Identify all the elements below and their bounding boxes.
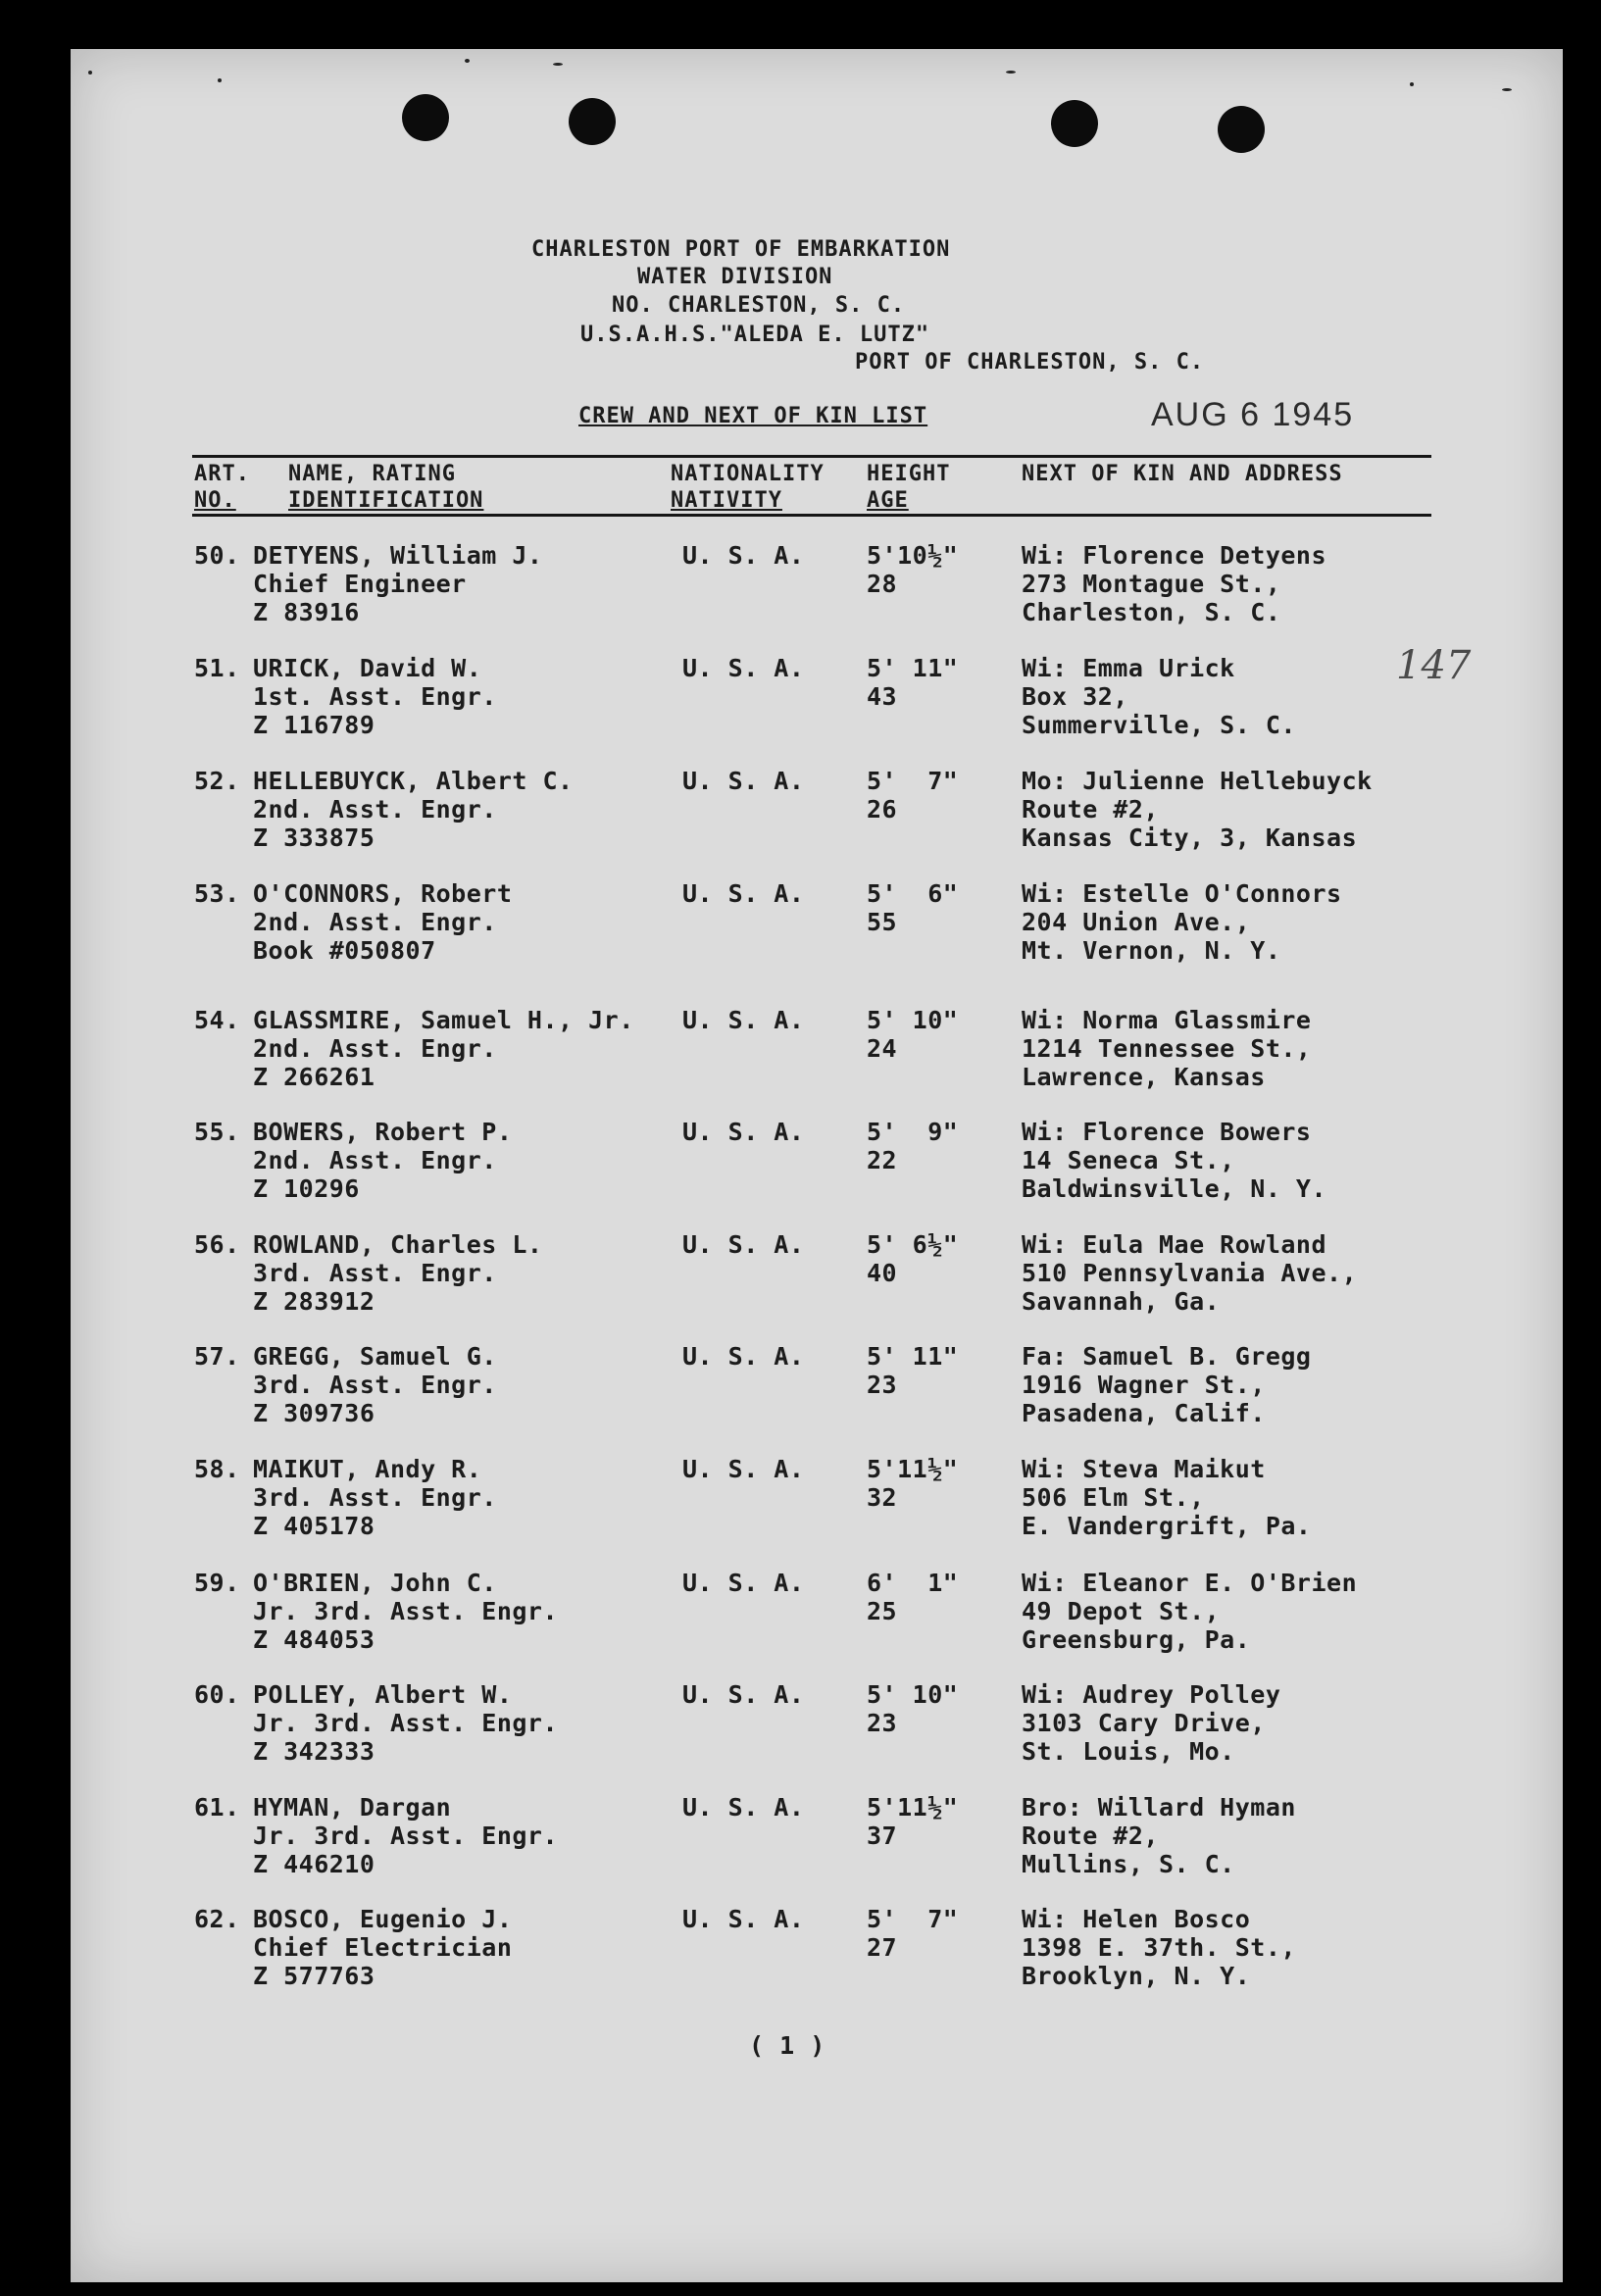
entry-age: 23 [867,1371,898,1399]
col-name-2: IDENTIFICATION [288,488,484,513]
entry-rating: Chief Engineer [253,570,467,598]
speck [465,59,470,63]
entry-rating: Chief Electrician [253,1933,513,1962]
entry-nationality: U. S. A. [682,879,805,908]
col-name-1: NAME, RATING [288,462,456,486]
entry-identification: Z 83916 [253,598,360,626]
header-line-4: U.S.A.H.S."ALEDA E. LUTZ" [580,323,930,347]
entry-nationality: U. S. A. [682,1569,805,1597]
entry-age: 32 [867,1483,898,1512]
entry-next-of-kin: Fa: Samuel B. Gregg [1022,1342,1312,1371]
entry-rating: 1st. Asst. Engr. [253,682,497,711]
entry-address-line-1: 1398 E. 37th. St., [1022,1933,1296,1962]
entry-address-line-2: Baldwinsville, N. Y. [1022,1174,1327,1203]
speck [88,71,92,75]
entry-address-line-2: Mt. Vernon, N. Y. [1022,936,1281,965]
entry-identification: Z 283912 [253,1287,375,1316]
header-line-1: CHARLESTON PORT OF EMBARKATION [531,237,951,262]
entry-number: 56. [194,1230,240,1259]
entry-age: 26 [867,795,898,824]
entry-rating: 3rd. Asst. Engr. [253,1371,497,1399]
entry-number: 57. [194,1342,240,1371]
entry-rating: 3rd. Asst. Engr. [253,1483,497,1512]
entry-height: 5' 7" [867,767,959,795]
entry-address-line-1: Route #2, [1022,795,1159,824]
entry-number: 51. [194,654,240,682]
entry-height: 5'11½" [867,1455,959,1483]
entry-number: 54. [194,1006,240,1034]
col-height-2: AGE [867,488,909,513]
entry-number: 59. [194,1569,240,1597]
entry-address-line-1: 49 Depot St., [1022,1597,1221,1625]
entry-address-line-1: 506 Elm St., [1022,1483,1205,1512]
header-line-5: PORT OF CHARLESTON, S. C. [855,350,1205,374]
entry-rating: 2nd. Asst. Engr. [253,795,497,824]
entry-identification: Z 333875 [253,824,375,852]
col-height-1: HEIGHT [867,462,951,486]
col-art-1: ART. [194,462,250,486]
entry-height: 5'10½" [867,541,959,570]
entry-next-of-kin: Mo: Julienne Hellebuyck [1022,767,1373,795]
col-nat-2: NATIVITY [671,488,782,513]
entry-rating: Jr. 3rd. Asst. Engr. [253,1822,559,1850]
punch-hole [1051,100,1098,147]
entry-age: 23 [867,1709,898,1737]
entry-next-of-kin: Wi: Emma Urick [1022,654,1235,682]
entry-address-line-2: Charleston, S. C. [1022,598,1281,626]
entry-height: 5' 11" [867,1342,959,1371]
entry-nationality: U. S. A. [682,767,805,795]
document-page [71,49,1563,2282]
col-kin-1: NEXT OF KIN AND ADDRESS [1022,462,1343,486]
entry-address-line-1: Route #2, [1022,1822,1159,1850]
entry-nationality: U. S. A. [682,1006,805,1034]
entry-address-line-1: 273 Montague St., [1022,570,1281,598]
entry-name: URICK, David W. [253,654,482,682]
entry-age: 40 [867,1259,898,1287]
entry-number: 62. [194,1905,240,1933]
entry-identification: Z 342333 [253,1737,375,1766]
entry-name: O'CONNORS, Robert [253,879,513,908]
entry-nationality: U. S. A. [682,1118,805,1146]
entry-age: 55 [867,908,898,936]
entry-name: BOSCO, Eugenio J. [253,1905,513,1933]
entry-next-of-kin: Bro: Willard Hyman [1022,1793,1296,1822]
entry-rating: 2nd. Asst. Engr. [253,1034,497,1063]
entry-number: 50. [194,541,240,570]
entry-address-line-1: 3103 Cary Drive, [1022,1709,1266,1737]
header-rule-top [192,455,1431,458]
entry-identification: Z 266261 [253,1063,375,1091]
entry-identification: Z 10296 [253,1174,360,1203]
entry-name: O'BRIEN, John C. [253,1569,497,1597]
entry-next-of-kin: Wi: Estelle O'Connors [1022,879,1342,908]
entry-name: ROWLAND, Charles L. [253,1230,543,1259]
entry-rating: Jr. 3rd. Asst. Engr. [253,1709,559,1737]
entry-height: 5' 6½" [867,1230,959,1259]
entry-next-of-kin: Wi: Audrey Polley [1022,1680,1281,1709]
entry-height: 6' 1" [867,1569,959,1597]
entry-address-line-1: 1214 Tennessee St., [1022,1034,1312,1063]
entry-number: 52. [194,767,240,795]
entry-address-line-2: Mullins, S. C. [1022,1850,1235,1878]
punch-hole [402,94,449,141]
entry-number: 58. [194,1455,240,1483]
speck [553,63,563,66]
entry-name: GLASSMIRE, Samuel H., Jr. [253,1006,634,1034]
entry-next-of-kin: Wi: Florence Detyens [1022,541,1327,570]
entry-address-line-2: Lawrence, Kansas [1022,1063,1266,1091]
entry-name: DETYENS, William J. [253,541,543,570]
entry-address-line-2: Pasadena, Calif. [1022,1399,1266,1427]
entry-address-line-2: Brooklyn, N. Y. [1022,1962,1251,1990]
entry-nationality: U. S. A. [682,1680,805,1709]
entry-next-of-kin: Wi: Eula Mae Rowland [1022,1230,1327,1259]
col-art-2: NO. [194,488,236,513]
punch-hole [569,98,616,145]
entry-address-line-2: St. Louis, Mo. [1022,1737,1235,1766]
entry-identification: Z 309736 [253,1399,375,1427]
entry-identification: Z 577763 [253,1962,375,1990]
entry-identification: Z 116789 [253,711,375,739]
entry-nationality: U. S. A. [682,1455,805,1483]
margin-note: 147 [1396,643,1472,688]
speck [1502,88,1512,91]
entry-rating: Jr. 3rd. Asst. Engr. [253,1597,559,1625]
entry-age: 28 [867,570,898,598]
entry-address-line-2: E. Vandergrift, Pa. [1022,1512,1312,1540]
entry-height: 5' 6" [867,879,959,908]
entry-nationality: U. S. A. [682,1793,805,1822]
col-nat-1: NATIONALITY [671,462,825,486]
entry-identification: Z 405178 [253,1512,375,1540]
entry-age: 24 [867,1034,898,1063]
entry-height: 5' 10" [867,1006,959,1034]
entry-next-of-kin: Wi: Steva Maikut [1022,1455,1266,1483]
entry-next-of-kin: Wi: Helen Bosco [1022,1905,1251,1933]
entry-age: 22 [867,1146,898,1174]
entry-name: HELLEBUYCK, Albert C. [253,767,574,795]
entry-rating: 3rd. Asst. Engr. [253,1259,497,1287]
entry-nationality: U. S. A. [682,1905,805,1933]
entry-number: 61. [194,1793,240,1822]
entry-address-line-2: Greensburg, Pa. [1022,1625,1251,1654]
entry-address-line-1: Box 32, [1022,682,1128,711]
entry-nationality: U. S. A. [682,1230,805,1259]
entry-height: 5' 11" [867,654,959,682]
entry-name: POLLEY, Albert W. [253,1680,513,1709]
list-title: CREW AND NEXT OF KIN LIST [578,404,928,428]
entry-name: BOWERS, Robert P. [253,1118,513,1146]
entry-height: 5' 10" [867,1680,959,1709]
speck [218,78,222,82]
entry-number: 53. [194,879,240,908]
entry-address-line-1: 204 Union Ave., [1022,908,1251,936]
entry-address-line-1: 510 Pennsylvania Ave., [1022,1259,1358,1287]
entry-height: 5' 7" [867,1905,959,1933]
entry-address-line-1: 1916 Wagner St., [1022,1371,1266,1399]
entry-number: 55. [194,1118,240,1146]
date-stamp: AUG 6 1945 [1151,396,1355,433]
entry-identification: Book #050807 [253,936,436,965]
entry-identification: Z 446210 [253,1850,375,1878]
entry-address-line-2: Kansas City, 3, Kansas [1022,824,1358,852]
entry-address-line-2: Savannah, Ga. [1022,1287,1221,1316]
entry-next-of-kin: Wi: Eleanor E. O'Brien [1022,1569,1358,1597]
entry-next-of-kin: Wi: Norma Glassmire [1022,1006,1312,1034]
header-line-2: WATER DIVISION [637,265,833,289]
punch-hole [1218,106,1265,153]
entry-nationality: U. S. A. [682,541,805,570]
entry-identification: Z 484053 [253,1625,375,1654]
entry-address-line-1: 14 Seneca St., [1022,1146,1235,1174]
speck [1006,71,1016,74]
entry-height: 5' 9" [867,1118,959,1146]
entry-next-of-kin: Wi: Florence Bowers [1022,1118,1312,1146]
entry-rating: 2nd. Asst. Engr. [253,908,497,936]
header-line-3: NO. CHARLESTON, S. C. [612,293,906,318]
entry-nationality: U. S. A. [682,1342,805,1371]
page-number: ( 1 ) [749,2031,826,2060]
entry-name: GREGG, Samuel G. [253,1342,497,1371]
entry-age: 37 [867,1822,898,1850]
entry-address-line-2: Summerville, S. C. [1022,711,1296,739]
entry-name: HYMAN, Dargan [253,1793,452,1822]
entry-age: 27 [867,1933,898,1962]
entry-name: MAIKUT, Andy R. [253,1455,482,1483]
entry-number: 60. [194,1680,240,1709]
speck [1410,82,1414,86]
header-rule-bottom [192,514,1431,517]
entry-height: 5'11½" [867,1793,959,1822]
entry-age: 25 [867,1597,898,1625]
entry-nationality: U. S. A. [682,654,805,682]
entry-rating: 2nd. Asst. Engr. [253,1146,497,1174]
entry-age: 43 [867,682,898,711]
